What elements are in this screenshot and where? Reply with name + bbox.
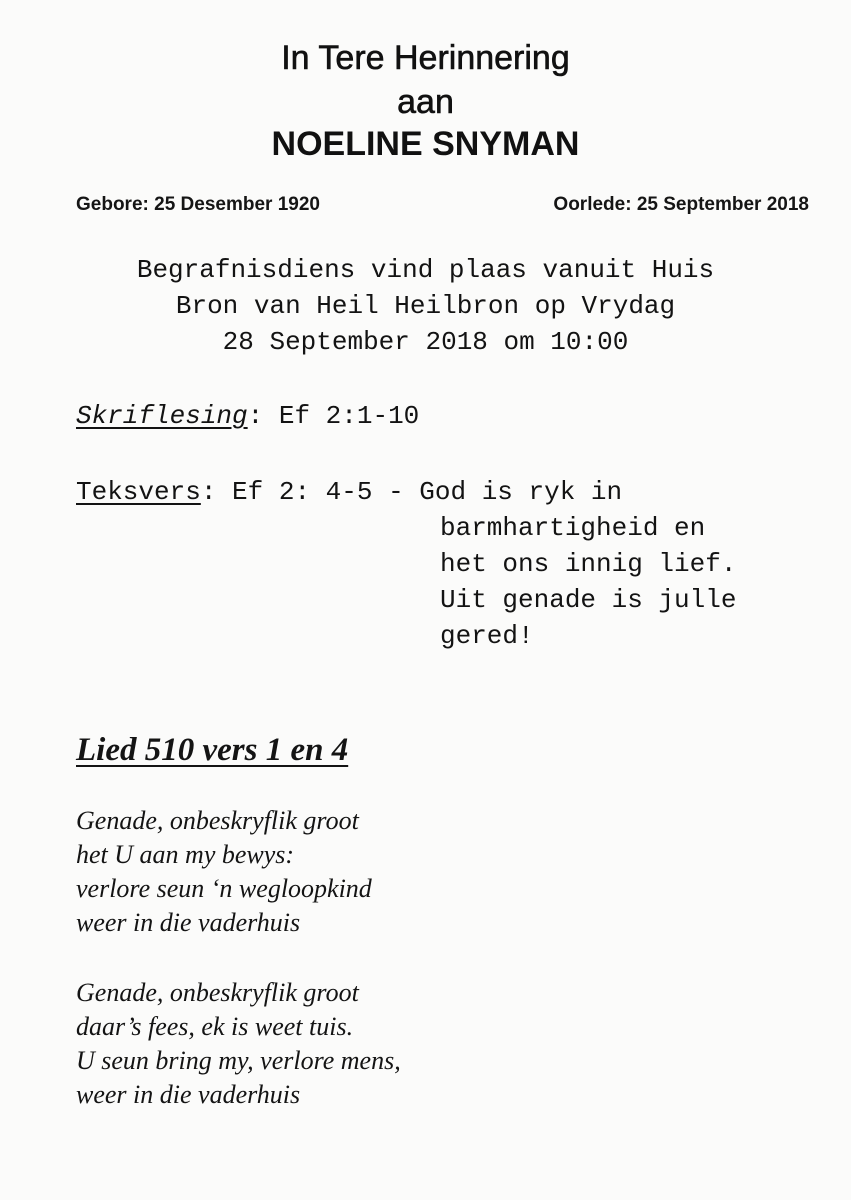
death-date: Oorlede: 25 September 2018 — [553, 194, 809, 215]
heading-line-2: aan — [397, 83, 454, 121]
hymn-line: U seun bring my, verlore mens, — [76, 1046, 401, 1075]
text-verse-line: gered! — [440, 621, 534, 651]
hymn-stanza-1 — [76, 804, 372, 940]
hymn-line: het U aan my bewys: — [76, 840, 295, 869]
text-verse-line: Ef 2: 4-5 - God is ryk in — [232, 477, 623, 507]
heading-line-1: In Tere Herinnering — [281, 39, 570, 77]
hymn-line: weer in die vaderhuis — [76, 908, 301, 937]
service-line: Begrafnisdiens vind plaas vanuit Huis — [136, 255, 715, 285]
hymn-line: Genade, onbeskryflik groot — [76, 806, 359, 835]
hymn-line: weer in die vaderhuis — [76, 1080, 301, 1109]
deceased-name: NOELINE SNYMAN — [271, 125, 580, 163]
hymn-line: Genade, onbeskryflik groot — [76, 978, 359, 1007]
text-verse-first-row — [76, 474, 736, 510]
service-details — [0, 252, 851, 360]
scripture-reading-label: Skriflesing — [76, 401, 248, 431]
text-verse-line: Uit genade is julle — [440, 585, 737, 615]
text-verse — [76, 474, 736, 654]
hymn-line: verlore seun ‘n wegloopkind — [76, 874, 372, 903]
service-line: Bron van Heil Heilbron op Vrydag — [175, 291, 676, 321]
hymn-line: daar’s fees, ek is weet tuis. — [76, 1012, 354, 1041]
label-separator: : — [247, 401, 279, 431]
text-verse-line: het ons innig lief. — [440, 549, 737, 579]
text-verse-label: Teksvers — [76, 477, 201, 507]
text-verse-line: barmhartigheid en — [440, 513, 706, 543]
scripture-reading-value: Ef 2:1-10 — [278, 401, 420, 431]
hymn-title: Lied 510 vers 1 en 4 — [76, 732, 349, 768]
birth-date: Gebore: 25 Desember 1920 — [76, 194, 320, 215]
service-line: 28 September 2018 om 10:00 — [222, 327, 629, 357]
hymn-stanza-2 — [76, 976, 401, 1112]
scripture-reading — [76, 400, 419, 432]
label-separator: : — [200, 477, 233, 507]
